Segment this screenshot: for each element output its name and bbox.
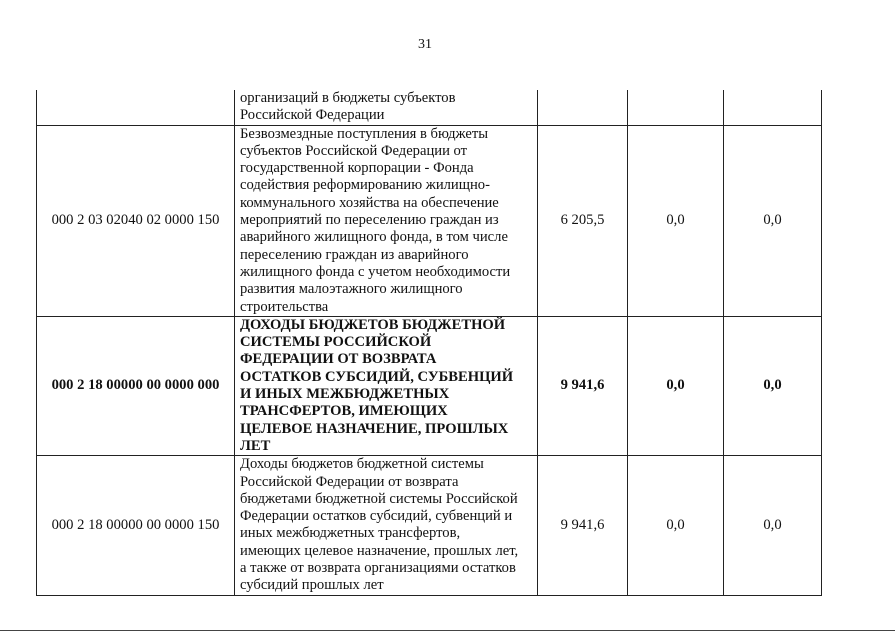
description-line: субъектов Российской Федерации от [240, 142, 468, 159]
amount-year2-cell: 0,0 [628, 456, 724, 595]
amount-year1-cell: 9 941,6 [538, 456, 628, 595]
description-line: содействия реформированию жилищно- [240, 177, 490, 194]
description-line: имеющих целевое назначение, прошлых лет, [240, 542, 519, 559]
description-line: а также от возврата организациями остатков [240, 560, 516, 577]
description-line: Доходы бюджетов бюджетной системы [240, 456, 484, 473]
amount-year3-cell [724, 90, 822, 125]
description-cell [235, 90, 538, 125]
amount-year3-cell: 0,0 [724, 316, 822, 455]
description-line: коммунального хозяйства на обеспечение [240, 194, 499, 211]
description-line: субсидий прошлых лет [240, 577, 384, 594]
table-row [37, 456, 822, 595]
description-cell [235, 316, 538, 455]
description-line: Федерации остатков субсидий, субвенций и [240, 508, 513, 525]
description-line: иных межбюджетных трансфертов, [240, 525, 461, 542]
amount-year2-cell [628, 90, 724, 125]
page-number: 31 [418, 37, 432, 52]
page-bottom-divider [0, 630, 895, 631]
amount-year1-cell [538, 90, 628, 125]
description-cell [235, 456, 538, 595]
description-line: государственной корпорации - Фонда [240, 160, 474, 177]
description-line: ФЕДЕРАЦИИ ОТ ВОЗВРАТА [240, 351, 437, 368]
amount-year2-cell: 0,0 [628, 316, 724, 455]
description-line: ТРАНСФЕРТОВ, ИМЕЮЩИХ [240, 403, 448, 420]
description-line: ОСТАТКОВ СУБСИДИЙ, СУБВЕНЦИЙ [240, 368, 514, 385]
description-line: Российской Федерации [240, 107, 385, 124]
amount-year3-cell: 0,0 [724, 456, 822, 595]
description-line: Безвозмездные поступления в бюджеты [240, 125, 489, 142]
budget-table [36, 90, 822, 596]
budget-code-cell [37, 90, 235, 125]
description-line: строительства [240, 298, 329, 315]
budget-code-cell: 000 2 18 00000 00 0000 150 [37, 456, 235, 595]
table-row [37, 90, 822, 125]
description-line: жилищного фонда с учетом необходимости [240, 263, 511, 280]
amount-year1-cell: 6 205,5 [538, 125, 628, 316]
description-line: бюджетами бюджетной системы Российской [240, 490, 518, 507]
description-line: ЦЕЛЕВОЕ НАЗНАЧЕНИЕ, ПРОШЛЫХ [240, 420, 509, 437]
table-row [37, 316, 822, 455]
amount-year3-cell: 0,0 [724, 125, 822, 316]
description-line: организаций в бюджеты субъектов [240, 90, 456, 106]
description-line: ДОХОДЫ БЮДЖЕТОВ БЮДЖЕТНОЙ [240, 316, 506, 333]
amount-year2-cell: 0,0 [628, 125, 724, 316]
description-line: аварийного жилищного фонда, в том числе [240, 229, 508, 246]
description-line: И ИНЫХ МЕЖБЮДЖЕТНЫХ [240, 386, 450, 403]
description-line: развития малоэтажного жилищного [240, 281, 463, 298]
amount-year1-cell: 9 941,6 [538, 316, 628, 455]
budget-code-cell: 000 2 18 00000 00 0000 000 [37, 316, 235, 455]
description-line: СИСТЕМЫ РОССИЙСКОЙ [240, 334, 432, 351]
description-line: ЛЕТ [240, 437, 271, 454]
description-cell [235, 125, 538, 316]
description-line: мероприятий по переселению граждан из [240, 212, 499, 229]
description-line: Российской Федерации от возврата [240, 473, 459, 490]
description-line: переселению граждан из аварийного [240, 246, 469, 263]
budget-code-cell: 000 2 03 02040 02 0000 150 [37, 125, 235, 316]
table-row [37, 125, 822, 316]
